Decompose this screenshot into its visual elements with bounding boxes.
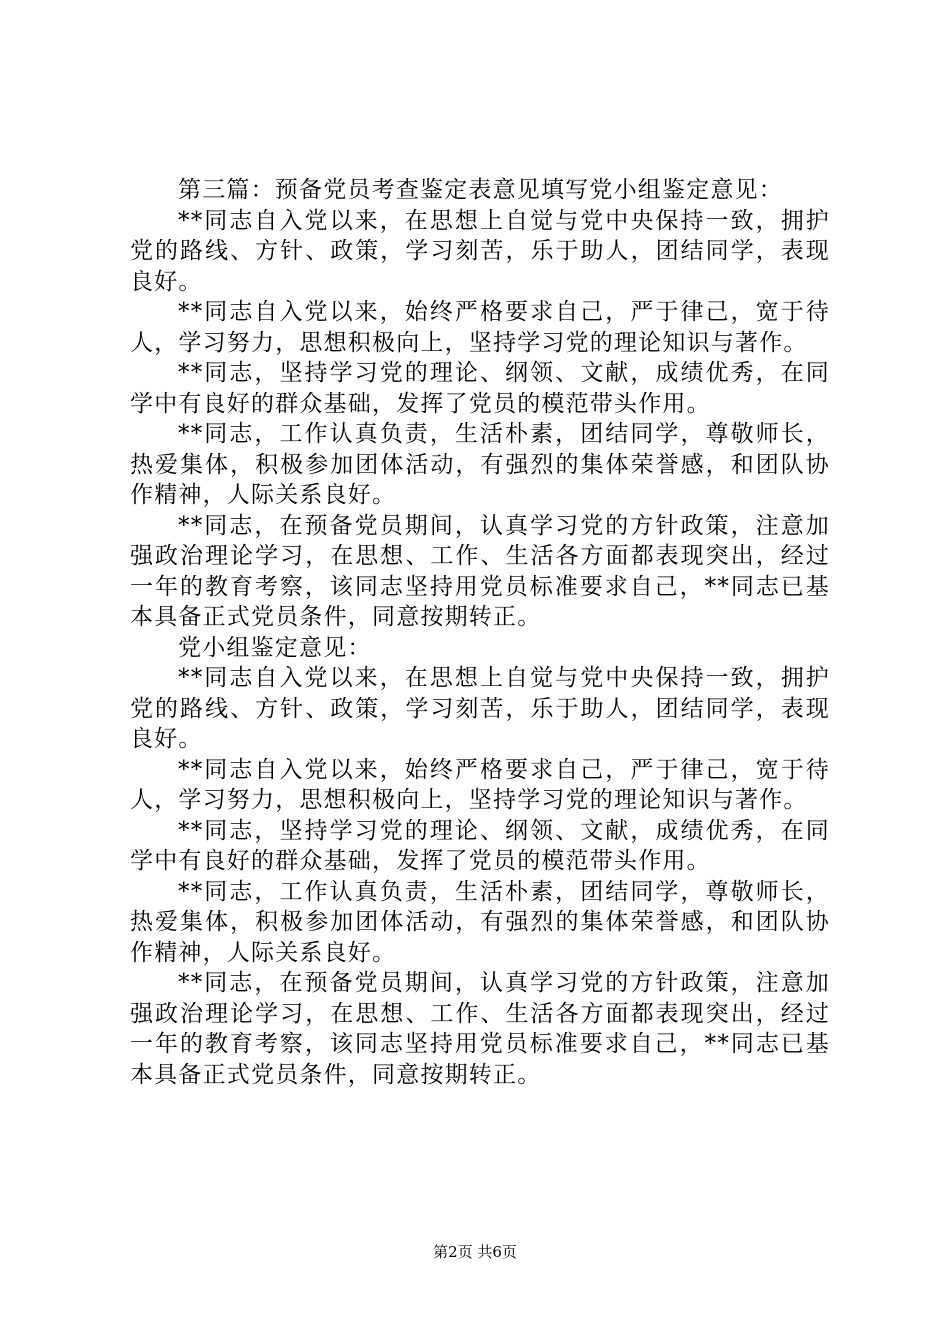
paragraph: **同志，工作认真负责，生活朴素，团结同学，尊敬师长，热爱集体，积极参加团体活动，有强烈的集体荣誉感，和团队协作精神，人际关系良好。	[130, 878, 830, 966]
paragraph: **同志自入党以来，在思想上自觉与党中央保持一致，拥护党的路线、方针、政策，学习刻苦，乐于助人，团结同学，表现良好。	[130, 207, 830, 295]
paragraph: **同志自入党以来，始终严格要求自己，严于律己，宽于待人，学习努力，思想积极向上，坚持学习党的理论知识与著作。	[130, 299, 830, 356]
paragraph: **同志，坚持学习党的理论、纲领、文献，成绩优秀，在同学中有良好的群众基础，发挥了党员的模范带头作用。	[130, 360, 830, 417]
paragraph: **同志，在预备党员期间，认真学习党的方针政策，注意加强政治理论学习，在思想、工作、生活各方面都表现突出，经过一年的教育考察，该同志坚持用党员标准要求自己，**同志已基本具备正式党员条件，同意按期转正。	[130, 970, 830, 1088]
paragraph: **同志，工作认真负责，生活朴素，团结同学，尊敬师长，热爱集体，积极参加团体活动，有强烈的集体荣誉感，和团队协作精神，人际关系良好。	[130, 421, 830, 508]
document-body	[130, 175, 830, 1090]
paragraph: **同志自入党以来，始终严格要求自己，严于律己，宽于待人，学习努力，思想积极向上，坚持学习党的理论知识与著作。	[130, 756, 830, 813]
page-number-footer: 第2页 共6页	[433, 1243, 517, 1261]
section-heading: 第三篇：预备党员考查鉴定表意见填写党小组鉴定意见：	[178, 177, 783, 203]
paragraph: **同志自入党以来，在思想上自觉与党中央保持一致，拥护党的路线、方针、政策，学习刻苦，乐于助人，团结同学，表现良好。	[130, 665, 830, 752]
paragraph: **同志，在预备党员期间，认真学习党的方针政策，注意加强政治理论学习，在思想、工作、生活各方面都表现突出，经过一年的教育考察，该同志坚持用党员标准要求自己，**同志已基本具备正式党员条件，同意按期转正。	[130, 512, 830, 630]
subsection-heading: 党小组鉴定意见：	[178, 634, 372, 661]
paragraph: **同志，坚持学习党的理论、纲领、文献，成绩优秀，在同学中有良好的群众基础，发挥了党员的模范带头作用。	[130, 817, 830, 874]
